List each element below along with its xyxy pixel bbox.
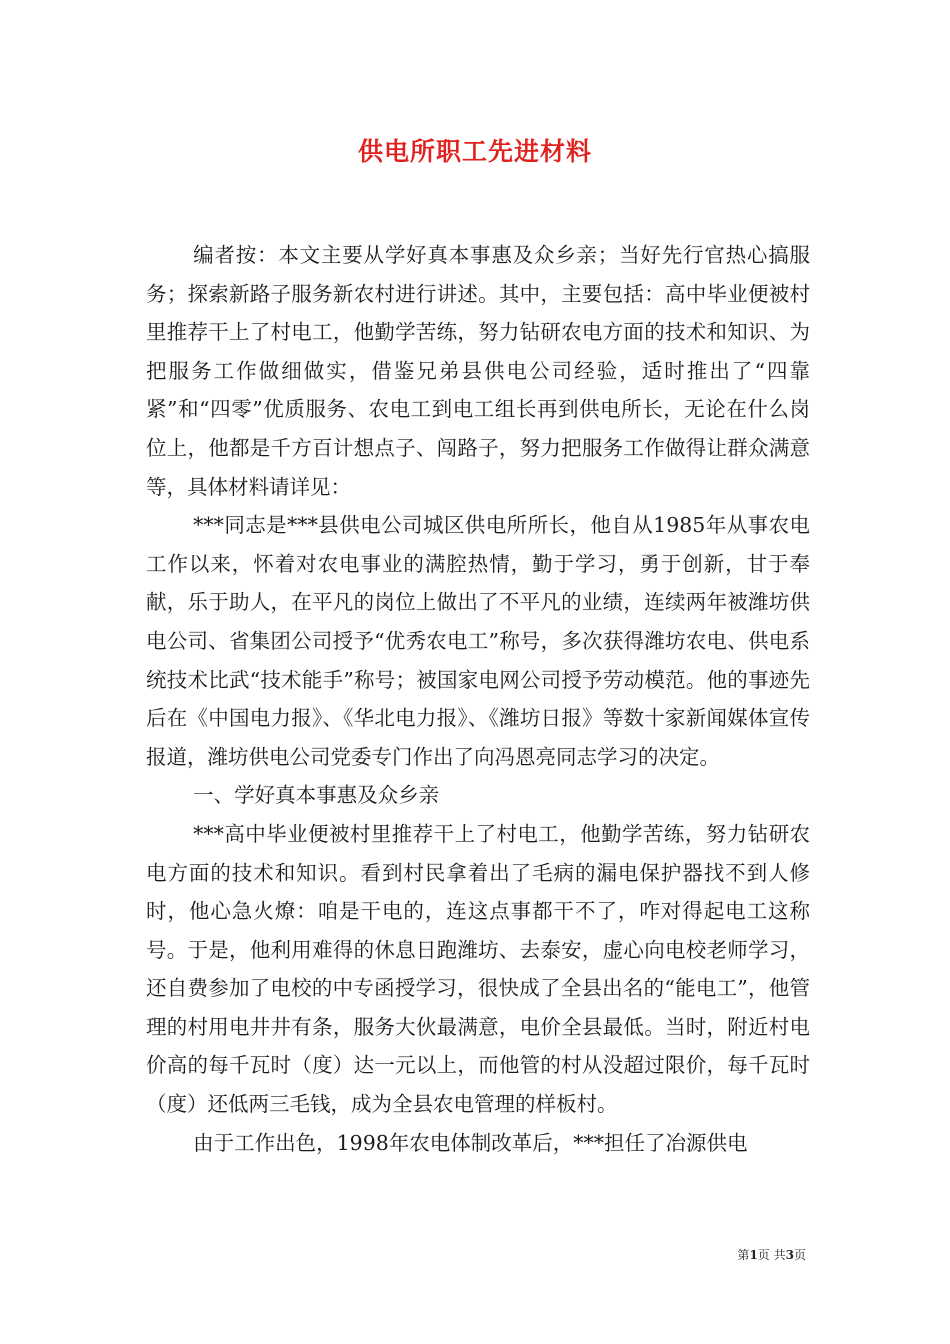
footer-prefix: 第 — [737, 1248, 750, 1262]
editor-note-paragraph: 编者按：本文主要从学好真本事惠及众乡亲；当好先行官热心搞服务；探索新路子服务新农村进行讲述。其中，主要包括：高中毕业便被村里推荐干上了村电工，他勤学苦练，努力钻研农电方面的技术和知识、为把服务工作做细做实，借鉴兄弟县供电公司经验，适时推出了“四靠紧”和“四零”优质服务、农电工到电工组长再到供电所长，无论在什么岗位上，他都是千方百计想点子、闯路子，努力把服务工作做得让群众满意等，具体材料请详见： — [146, 243, 810, 499]
section-heading: 一、学好真本事惠及众乡亲 — [193, 783, 440, 808]
page-footer — [737, 1246, 806, 1263]
section-paragraph: ***高中毕业便被村里推荐干上了村电工，他勤学苦练，努力钻研农电方面的技术和知识。看到村民拿着出了毛病的漏电保护器找不到人修时，他心急火燎：咱是干电的，连这点事都干不了，咋对得起电工这称号。于是，他利用难得的休息日跑潍坊、去泰安，虚心向电校老师学习，还自费参加了电校的中专函授学习，很快成了全县出名的“能电工”，他管理的村用电井井有条，服务大伙最满意，电价全县最低。当时，附近村电价高的每千瓦时（度）达一元以上，而他管的村从没超过限价，每千瓦时（度）还低两三毛钱，成为全县农电管理的样板村。 — [146, 821, 810, 1117]
footer-suffix: 页 — [793, 1248, 806, 1262]
intro-paragraph: ***同志是***县供电公司城区供电所所长，他自从1985年从事农电工作以来，怀着对农电事业的满腔热情，勤于学习，勇于创新，甘于奉献，乐于助人，在平凡的岗位上做出了不平凡的业绩，连续两年被潍坊供电公司、省集团公司授予“优秀农电工”称号，多次获得潍坊农电、供电系统技术比武“技术能手”称号；被国家电网公司授予劳动模范。他的事迹先后在《中国电力报》、《华北电力报》、《潍坊日报》等数十家新闻媒体宣传报道，潍坊供电公司党委专门作出了向冯恩亮同志学习的决定。 — [146, 513, 810, 769]
footer-middle: 页 共 — [757, 1248, 786, 1262]
document-title: 供电所职工先进材料 — [357, 137, 592, 166]
document-body — [146, 236, 810, 1162]
footer-page-number: 1 — [749, 1248, 758, 1262]
continuation-paragraph: 由于工作出色，1998年农电体制改革后，***担任了冶源供电 — [193, 1130, 748, 1155]
footer-total-pages: 3 — [785, 1248, 794, 1262]
